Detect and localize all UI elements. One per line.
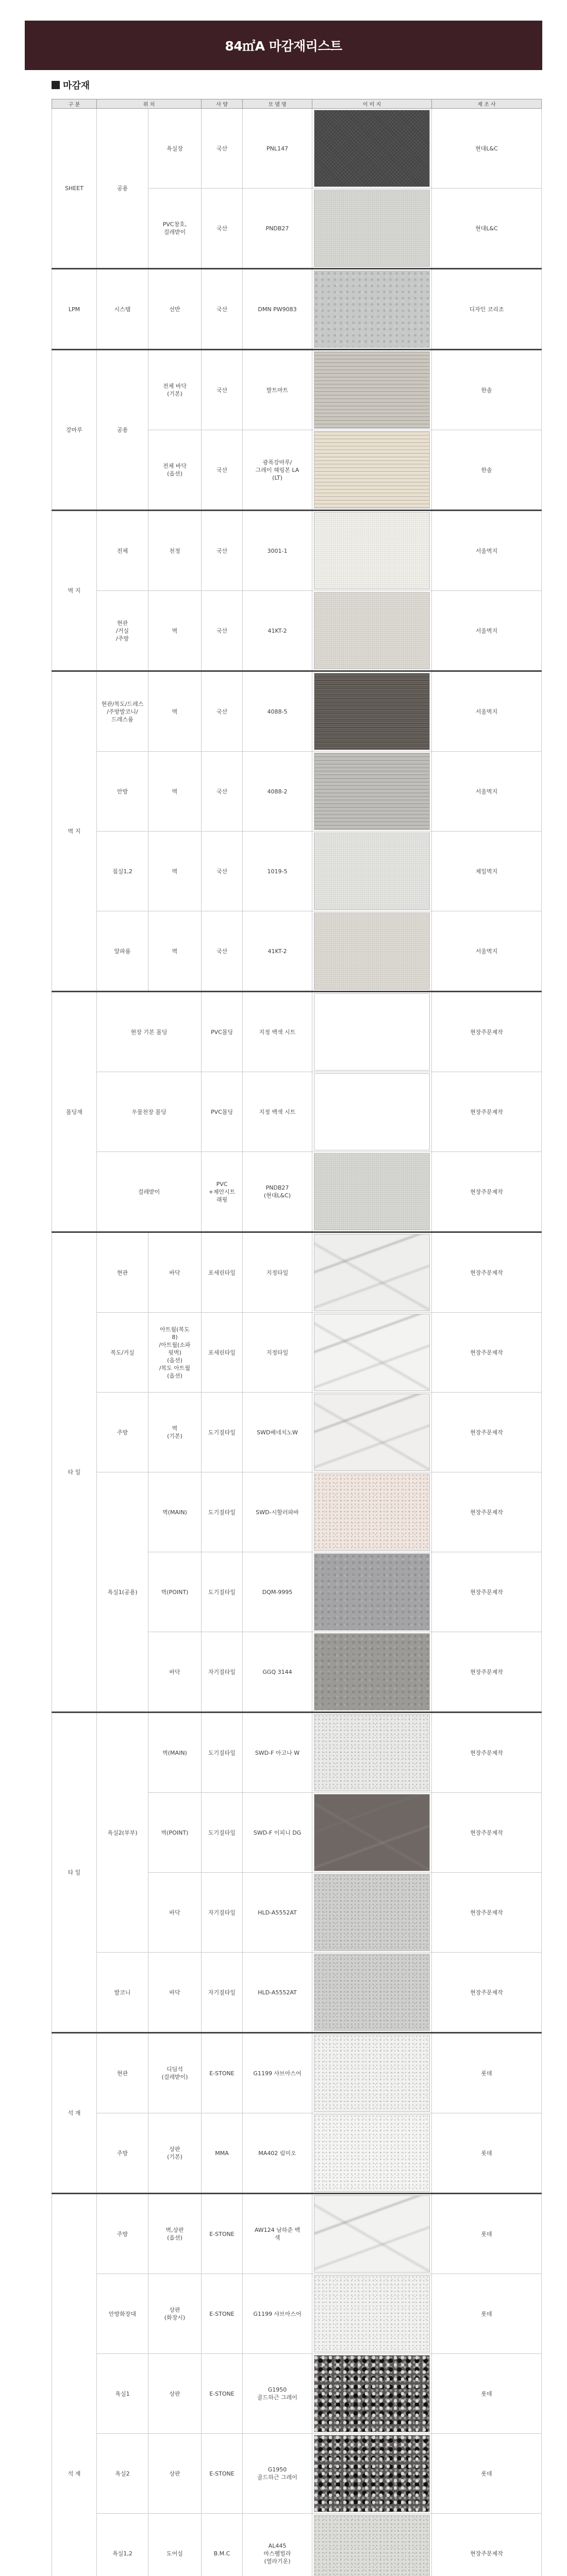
model-cell: SWD-F 이피니 DG [243,1793,312,1873]
sub-location-cell: 벽 [148,752,202,832]
model-cell: G1199 샤브아스어 [243,2274,312,2354]
maker-cell: 현장주문제작 [432,2514,542,2576]
location-cell: 주방 [97,1393,148,1472]
image-cell [312,1953,432,2033]
table-row [52,1072,542,1152]
location-cell: 욕실2 [97,2434,148,2514]
sub-location-cell: 선반 [148,269,202,350]
sub-location-cell: 벽(POINT) [148,1793,202,1873]
image-cell [312,2113,432,2194]
image-cell [312,752,432,832]
spec-cell: MMA [202,2113,243,2194]
maker-cell: 현장주문제작 [432,1393,542,1472]
spec-cell: 국산 [202,350,243,430]
location-cell: 우물천장 몰딩 [97,1072,202,1152]
material-swatch [314,190,430,267]
image-cell [312,2354,432,2434]
header-maker: 제 조 사 [432,99,542,109]
model-cell: 지정타일 [243,1313,312,1393]
location-cell: 현관 [97,2033,148,2113]
table-header-row [52,99,542,109]
header-spec: 사 양 [202,99,243,109]
maker-cell: 디자인 코리조 [432,269,542,350]
model-cell: 41KT-2 [243,911,312,992]
sub-location-cell: 벽(POINT) [148,1552,202,1632]
category-cell: 석 재 [52,2194,97,2576]
sub-location-cell: 벽(MAIN) [148,1472,202,1552]
model-cell: HLD-A5552AT [243,1953,312,2033]
category-cell: 타 일 [52,1232,97,1713]
model-cell: MA402 림미오 [243,2113,312,2194]
spec-cell: 포세린타일 [202,1232,243,1313]
model-cell: PNL147 [243,109,312,189]
image-cell [312,1552,432,1632]
sub-location-cell: 상판 (화장시) [148,2274,202,2354]
sub-location-cell: 아트월(복도 8) /아트월(소파 뒷벽) (옵션) /복도 아트월 (옵션) [148,1313,202,1393]
maker-cell: 롯데 [432,2434,542,2514]
sub-location-cell: PVC창호, 걸레받이 [148,189,202,269]
sub-location-cell: 바닥 [148,1873,202,1953]
spec-cell: PVC몰딩 [202,992,243,1072]
image-cell [312,1713,432,1793]
category-cell: LPM [52,269,97,350]
model-cell: G1950 골드하근 그레이 [243,2354,312,2434]
spec-cell: 국산 [202,591,243,671]
spec-cell: 국산 [202,911,243,992]
table-row [52,109,542,189]
table-row [52,1393,542,1472]
image-cell [312,591,432,671]
location-cell: 걸레받이 [97,1152,202,1232]
table-row [52,752,542,832]
spec-cell: 도기질타일 [202,1793,243,1873]
material-swatch [314,1553,430,1631]
spec-cell: 도기질타일 [202,1552,243,1632]
image-cell [312,1313,432,1393]
spec-cell: 국산 [202,752,243,832]
maker-cell: 롯데 [432,2113,542,2194]
image-cell [312,992,432,1072]
page-title: 84㎡A 마감재리스트 [225,39,342,54]
sub-location-cell: 바닥 [148,1953,202,2033]
table-row [52,911,542,992]
maker-cell: 서울벽지 [432,911,542,992]
image-cell [312,1152,432,1232]
image-cell [312,832,432,911]
maker-cell: 현장주문제작 [432,1152,542,1232]
section-title: 마감재 [63,80,90,91]
location-cell: 발코니 [97,1953,148,2033]
maker-cell: 현장주문제작 [432,992,542,1072]
sub-location-cell: 벽 [148,911,202,992]
location-cell: 욕실1(공용) [97,1472,148,1713]
location-cell: 욕실1,2 [97,2514,148,2576]
maker-cell: 한솔 [432,350,542,430]
image-cell [312,1393,432,1472]
image-cell [312,2274,432,2354]
location-cell: 침실1,2 [97,832,148,911]
material-swatch [314,351,430,429]
spec-cell: E-STONE [202,2033,243,2113]
image-cell [312,269,432,350]
image-cell [312,1072,432,1152]
table-row [52,1953,542,2033]
sub-location-cell: 디딤석 (걸레받이) [148,2033,202,2113]
spec-cell: 국산 [202,511,243,591]
header-image: 이 미 지 [312,99,432,109]
table-row [52,1713,542,1793]
material-swatch [314,1794,430,1871]
model-cell: G1950 골드하근 그레이 [243,2434,312,2514]
image-cell [312,430,432,511]
material-swatch [314,673,430,750]
image-cell [312,1793,432,1873]
table-row [52,2434,542,2514]
material-swatch [314,1234,430,1311]
maker-cell: 한솔 [432,430,542,511]
spec-cell: 국산 [202,430,243,511]
material-swatch [314,110,430,187]
spec-cell: 도기질타일 [202,1472,243,1552]
section-header [52,79,90,91]
sub-location-cell: 벽 [148,671,202,752]
model-cell: AL445 마스펠빌라 (열라기운) [243,2514,312,2576]
image-cell [312,109,432,189]
category-cell: 벽 지 [52,671,97,992]
model-cell: 지정 백색 시트 [243,1072,312,1152]
sub-location-cell: 도어실 [148,2514,202,2576]
material-swatch [314,1394,430,1471]
maker-cell: 서울벽지 [432,591,542,671]
model-cell: PNDB27 [243,189,312,269]
maker-cell: 현장주문제작 [432,1552,542,1632]
material-swatch [314,753,430,830]
table-row [52,269,542,350]
table-row [52,832,542,911]
image-cell [312,1472,432,1552]
sub-location-cell: 상판 [148,2434,202,2514]
material-swatch [314,2195,430,2273]
sub-location-cell: 전체 바닥 (기본) [148,350,202,430]
model-cell: 3001-1 [243,511,312,591]
model-cell: SWD-시할러파바 [243,1472,312,1552]
model-cell: GGQ 3144 [243,1632,312,1713]
sub-location-cell: 바닥 [148,1232,202,1313]
maker-cell: 롯데 [432,2274,542,2354]
table-row [52,2354,542,2434]
model-cell: DMN PW9083 [243,269,312,350]
image-cell [312,2514,432,2576]
sub-location-cell: 욕실장 [148,109,202,189]
sub-location-cell: 전체 바닥 (옵션) [148,430,202,511]
image-cell [312,2033,432,2113]
header-location: 위 치 [97,99,202,109]
table-row [52,1152,542,1232]
maker-cell: 현장주문제작 [432,1873,542,1953]
spec-cell: E-STONE [202,2274,243,2354]
spec-cell: 국산 [202,269,243,350]
image-cell [312,2434,432,2514]
spec-cell: E-STONE [202,2434,243,2514]
maker-cell: 현대L&C [432,189,542,269]
image-cell [312,1232,432,1313]
category-cell: SHEET [52,109,97,269]
model-cell: 광폭강마루/ 그레이 헤링본 LA (LT) [243,430,312,511]
maker-cell: 현장주문제작 [432,1953,542,2033]
maker-cell: 서울벽지 [432,671,542,752]
material-swatch [314,1874,430,1951]
maker-cell: 현장주문제작 [432,1713,542,1793]
maker-cell: 서울벽지 [432,752,542,832]
material-swatch [314,993,430,1071]
location-cell: 공용 [97,109,148,269]
sub-location-cell: 벽 [148,832,202,911]
table-row [52,2274,542,2354]
material-swatch [314,592,430,669]
model-cell: 지정 백색 시트 [243,992,312,1072]
model-cell: HLD-A5552AT [243,1873,312,1953]
image-cell [312,350,432,430]
spec-cell: 국산 [202,109,243,189]
location-cell: 복도/거실 [97,1313,148,1393]
maker-cell: 현장주문제작 [432,1472,542,1552]
spec-cell: 도기질타일 [202,1393,243,1472]
title-banner [25,21,542,70]
spec-cell: 자기질타일 [202,1632,243,1713]
spec-cell: 포세린타일 [202,1313,243,1393]
model-cell: 41KT-2 [243,591,312,671]
category-cell: 석 재 [52,2033,97,2194]
material-swatch [314,1473,430,1551]
table-row [52,1232,542,1313]
table-row [52,1472,542,1552]
table-row [52,1313,542,1393]
spec-cell: B.M.C [202,2514,243,2576]
table-row [52,350,542,430]
material-swatch [314,912,430,990]
model-cell: 4088-5 [243,671,312,752]
table-row [52,671,542,752]
model-cell: AW124 남하준 백 색 [243,2194,312,2274]
maker-cell: 제일벽지 [432,832,542,911]
location-cell: 전체 [97,511,148,591]
spec-cell: 국산 [202,189,243,269]
material-swatch [314,2355,430,2432]
material-swatch [314,2515,430,2576]
table-row [52,2113,542,2194]
spec-cell: 국산 [202,671,243,752]
image-cell [312,189,432,269]
model-cell: SWD-F 아고나 W [243,1713,312,1793]
sub-location-cell: 벽(MAIN) [148,1713,202,1793]
maker-cell: 현장주문제작 [432,1072,542,1152]
sub-location-cell: 천정 [148,511,202,591]
sub-location-cell: 상판 [148,2354,202,2434]
image-cell [312,1632,432,1713]
maker-cell: 현장주문제작 [432,1313,542,1393]
location-cell: 주방 [97,2194,148,2274]
spec-cell: 자기질타일 [202,1873,243,1953]
model-cell: 발트마트 [243,350,312,430]
category-cell: 강마루 [52,350,97,511]
material-swatch [314,1633,430,1710]
table-row [52,2514,542,2576]
header-category: 구 분 [52,99,97,109]
square-bullet-icon [52,81,60,89]
spec-cell: PVC +제안시트 래핑 [202,1152,243,1232]
header-model: 모 델 명 [243,99,312,109]
image-cell [312,671,432,752]
location-cell: 주방 [97,2113,148,2194]
material-swatch [314,1954,430,2031]
table-row [52,992,542,1072]
model-cell: G1199 샤브아스어 [243,2033,312,2113]
material-swatch [314,512,430,589]
location-cell: 안방 [97,752,148,832]
table-row [52,591,542,671]
spec-cell: 국산 [202,832,243,911]
maker-cell: 서울벽지 [432,511,542,591]
sub-location-cell: 상판 (기본) [148,2113,202,2194]
model-cell: 1019-5 [243,832,312,911]
table-row [52,2194,542,2274]
material-swatch [314,2275,430,2352]
spec-cell: 도기질타일 [202,1713,243,1793]
category-cell: 타 일 [52,1713,97,2033]
material-swatch [314,1153,430,1230]
model-cell: DQM-9995 [243,1552,312,1632]
location-cell: 욕실1 [97,2354,148,2434]
material-swatch [314,1714,430,1791]
material-swatch [314,833,430,910]
location-cell: 안방화장대 [97,2274,148,2354]
maker-cell: 롯데 [432,2033,542,2113]
category-cell: 벽 지 [52,511,97,671]
spec-cell: 자기질타일 [202,1953,243,2033]
location-cell: 공용 [97,350,148,511]
sub-location-cell: 벽 [148,591,202,671]
category-cell: 몰딩재 [52,992,97,1232]
model-cell: 지정타일 [243,1232,312,1313]
material-swatch [314,431,430,509]
location-cell: 현관 [97,1232,148,1313]
location-cell: 시스템 [97,269,148,350]
location-cell: 현관/복도/드레스 /주방발코니/ 드레스룸 [97,671,148,752]
sub-location-cell: 벽 (기본) [148,1393,202,1472]
material-swatch [314,2035,430,2112]
location-cell: 욕실2(부부) [97,1713,148,1953]
sub-location-cell: 벽,상판 (옵션) [148,2194,202,2274]
table-row [52,511,542,591]
material-swatch [314,2114,430,2192]
location-cell: 현관 /거실 /주방 [97,591,148,671]
image-cell [312,2194,432,2274]
maker-cell: 현장주문제작 [432,1793,542,1873]
spec-cell: PVC몰딩 [202,1072,243,1152]
finish-materials-table [52,99,542,2576]
spec-cell: E-STONE [202,2194,243,2274]
maker-cell: 롯데 [432,2354,542,2434]
sub-location-cell: 바닥 [148,1632,202,1713]
model-cell: SWD베네치노W [243,1393,312,1472]
material-swatch [314,270,430,348]
location-cell: 현장 기본 몰딩 [97,992,202,1072]
maker-cell: 현장주문제작 [432,1232,542,1313]
model-cell: PNDB27 (현대L&C) [243,1152,312,1232]
image-cell [312,1873,432,1953]
image-cell [312,911,432,992]
maker-cell: 롯데 [432,2194,542,2274]
material-swatch [314,2435,430,2512]
spec-cell: E-STONE [202,2354,243,2434]
material-swatch [314,1314,430,1391]
image-cell [312,511,432,591]
model-cell: 4088-2 [243,752,312,832]
maker-cell: 현장주문제작 [432,1632,542,1713]
maker-cell: 현대L&C [432,109,542,189]
material-swatch [314,1073,430,1150]
location-cell: 알파룸 [97,911,148,992]
table-row [52,2033,542,2113]
